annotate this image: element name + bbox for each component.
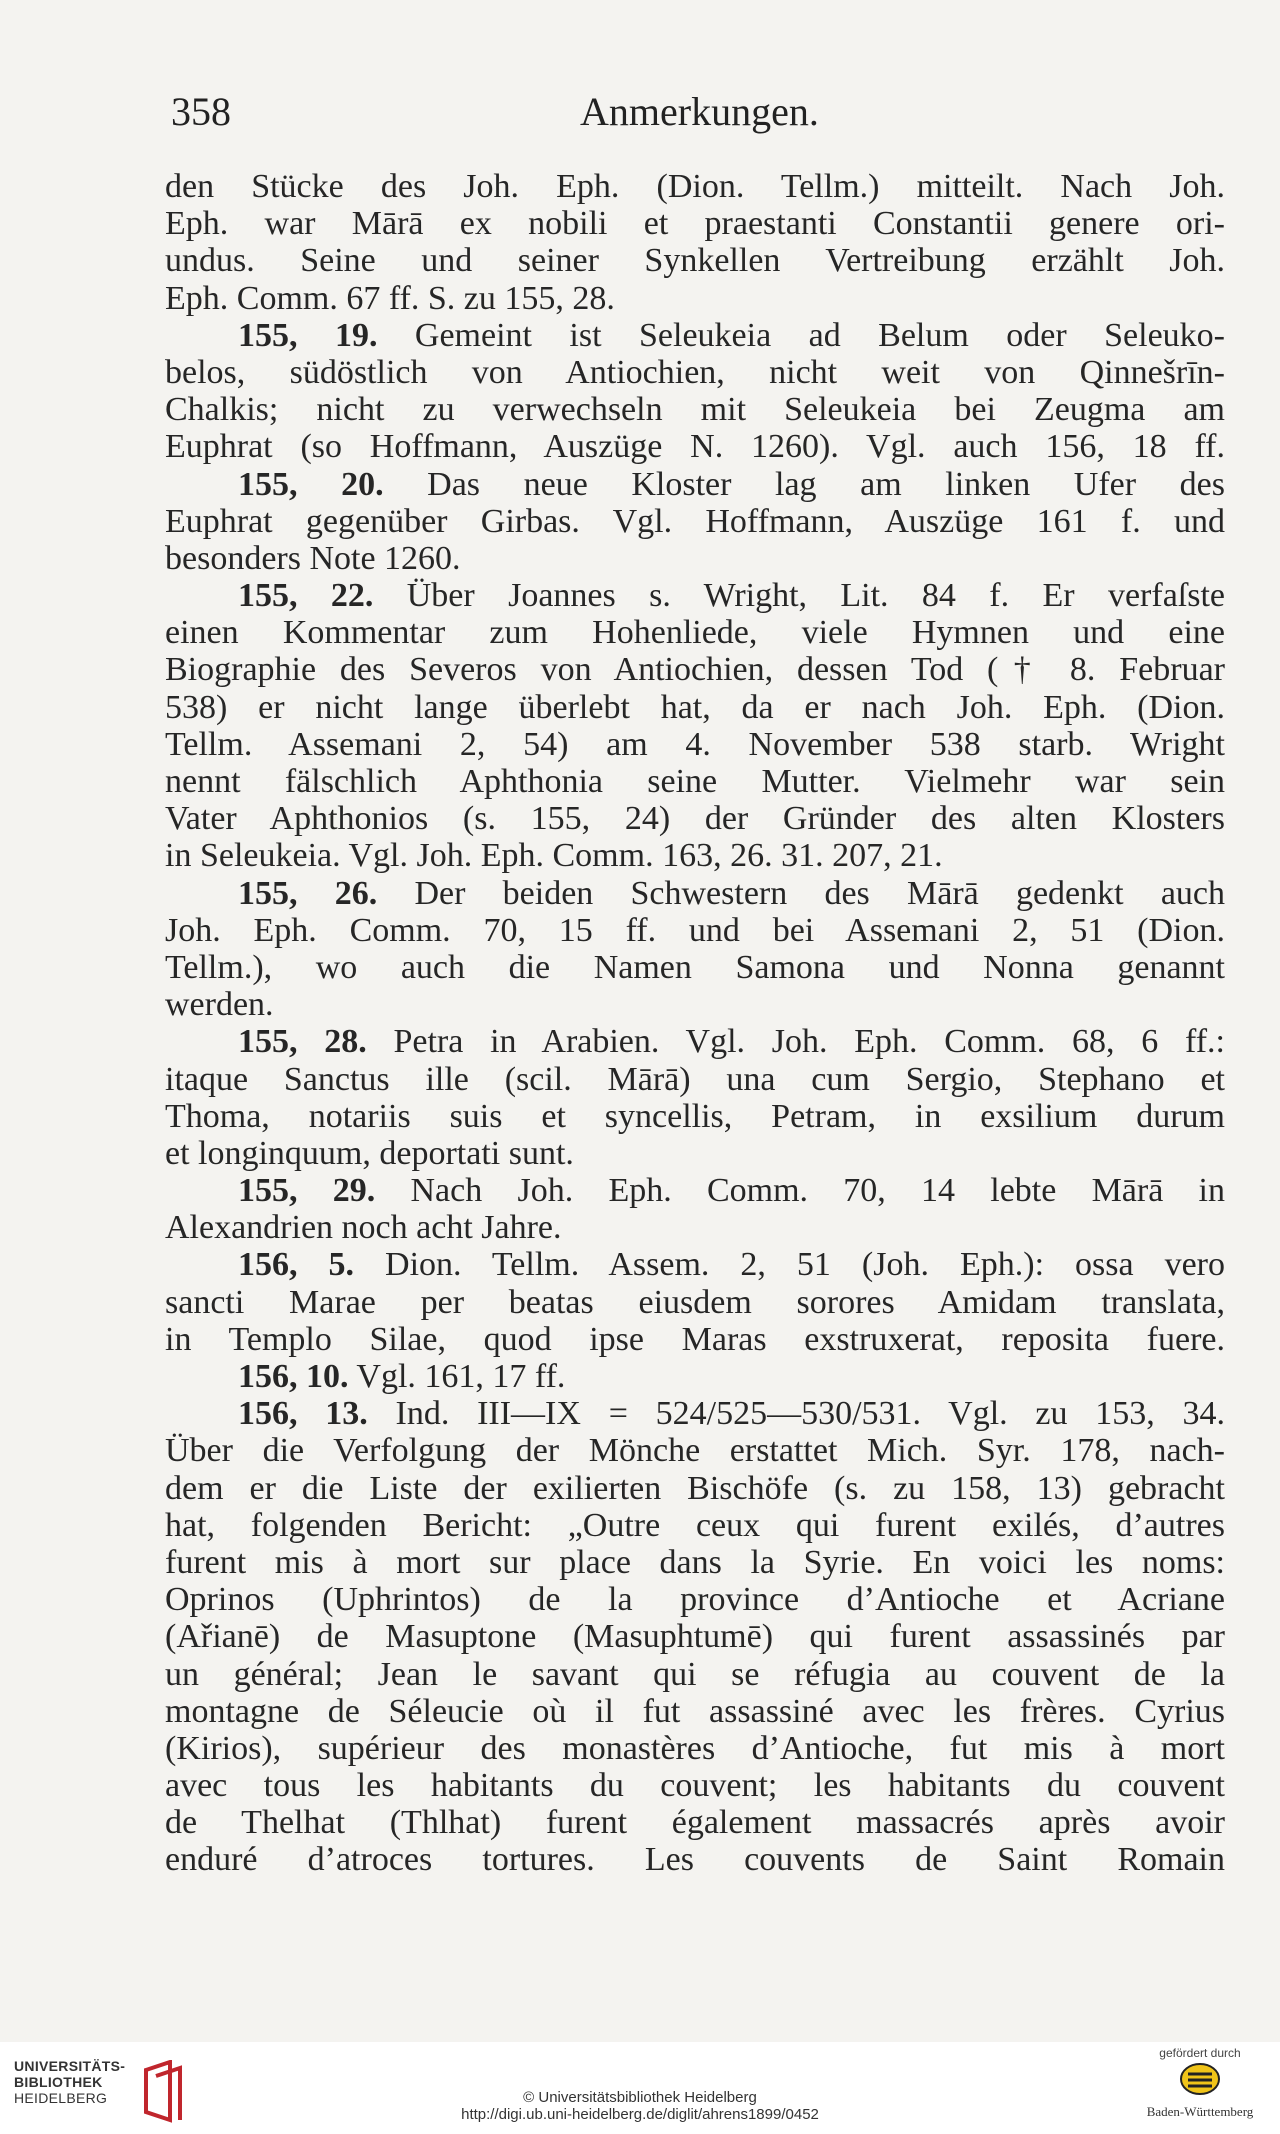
text-line bbox=[165, 168, 1225, 205]
note-reference: 156, 10. bbox=[238, 1358, 349, 1395]
logo-line-1: UNIVERSITÄTS- bbox=[14, 2058, 126, 2074]
text-segment: Über die Verfolgung der Mönche erstattet Mich. Syr. 178, nach- bbox=[165, 1432, 1225, 1470]
text-segment: Über Joannes s. Wright, Lit. 84 f. Er verfaſste bbox=[373, 577, 1225, 615]
text-line bbox=[165, 1358, 1225, 1395]
logo-line-3: HEIDELBERG bbox=[14, 2090, 108, 2106]
text-segment: Vgl. 161, 17 ff. bbox=[348, 1358, 566, 1395]
text-line bbox=[165, 949, 1225, 986]
text-segment: et longinquum, deportati sunt. bbox=[165, 1134, 574, 1172]
text-segment: 538) er nicht lange überlebt hat, da er nach Joh. Eph. (Dion. bbox=[165, 688, 1225, 726]
university-library-logo[interactable] bbox=[14, 2058, 184, 2128]
text-line bbox=[165, 1470, 1225, 1507]
text-segment: Das neue Kloster lag am linken Ufer des bbox=[383, 465, 1225, 503]
library-mark-icon bbox=[140, 2060, 188, 2126]
text-line bbox=[165, 875, 1225, 912]
page-header bbox=[165, 88, 1225, 138]
text-line bbox=[165, 800, 1225, 837]
text-segment: Euphrat gegenüber Girbas. Vgl. Hoffmann, Auszüge 161 f. und bbox=[165, 502, 1225, 540]
text-line bbox=[165, 1135, 1225, 1172]
text-segment: (Ařianē) de Masuptone (Masuphtumē) qui furent assassinés par bbox=[165, 1618, 1225, 1656]
text-line bbox=[165, 1061, 1225, 1098]
text-segment: Joh. Eph. Comm. 70, 15 ff. und bei Assemani 2, 51 (Dion. bbox=[165, 911, 1225, 949]
text-line bbox=[165, 1581, 1225, 1618]
text-segment: in Seleukeia. Vgl. Joh. Eph. Comm. 163, 26. 31. 207, 21. bbox=[165, 837, 943, 875]
text-line bbox=[165, 1730, 1225, 1767]
text-line bbox=[165, 1321, 1225, 1358]
note-reference: 156, 13. bbox=[238, 1395, 368, 1433]
text-segment: Vater Aphthonios (s. 155, 24) der Gründer des alten Klosters bbox=[165, 800, 1225, 838]
copyright-text: © Universitätsbibliothek Heidelberg bbox=[523, 2089, 757, 2106]
text-line bbox=[165, 1507, 1225, 1544]
text-segment: Biographie des Severos von Antiochien, dessen Tod († 8. Februar bbox=[165, 651, 1225, 689]
text-line bbox=[165, 540, 1225, 577]
text-line bbox=[165, 1656, 1225, 1693]
text-line bbox=[165, 1767, 1225, 1804]
page-number: 358 bbox=[171, 89, 231, 134]
text-segment: montagne de Séleucie où il fut assassiné avec les frères. Cyrius bbox=[165, 1692, 1225, 1730]
text-segment: un général; Jean le savant qui se réfugia au couvent de la bbox=[165, 1655, 1225, 1693]
text-line bbox=[165, 763, 1225, 800]
text-line bbox=[165, 912, 1225, 949]
text-segment: Gemeint ist Seleukeia ad Belum oder Seleuko- bbox=[377, 316, 1225, 354]
note-reference: 155, 20. bbox=[238, 465, 384, 503]
text-line bbox=[165, 689, 1225, 726]
text-segment: nennt fälschlich Aphthonia seine Mutter. Vielmehr war sein bbox=[165, 763, 1225, 800]
text-segment: Der beiden Schwestern des Mārā gedenkt auch bbox=[377, 874, 1226, 912]
text-line bbox=[165, 614, 1225, 651]
text-line bbox=[165, 1544, 1225, 1581]
note-reference: 155, 26. bbox=[238, 874, 378, 912]
footer-credit bbox=[340, 2089, 940, 2123]
text-line bbox=[165, 1209, 1225, 1246]
text-line bbox=[165, 1246, 1225, 1283]
text-line bbox=[165, 1395, 1225, 1432]
text-line bbox=[165, 577, 1225, 614]
note-reference: 155, 19. bbox=[238, 316, 378, 354]
text-line bbox=[165, 503, 1225, 540]
text-line bbox=[165, 986, 1225, 1023]
running-title: Anmerkungen. bbox=[580, 89, 819, 134]
text-line bbox=[165, 391, 1225, 428]
text-segment: Nach Joh. Eph. Comm. 70, 14 lebte Mārā in bbox=[375, 1172, 1226, 1210]
body-text bbox=[165, 168, 1225, 1879]
text-line bbox=[165, 1023, 1225, 1060]
text-segment: avec tous les habitants du couvent; les habitants du couvent bbox=[165, 1767, 1225, 1805]
text-line bbox=[165, 242, 1225, 279]
text-segment: Ind. III—IX = 524/525—530/531. Vgl. zu 153, 34. bbox=[367, 1395, 1226, 1433]
text-line bbox=[165, 1098, 1225, 1135]
sponsor-label: gefördert durch bbox=[1159, 2046, 1241, 2060]
text-segment: Petra in Arabien. Vgl. Joh. Eph. Comm. 68, 6 ff.: bbox=[366, 1023, 1226, 1061]
text-segment: sancti Marae per beatas eiusdem sorores Amidam translata, bbox=[165, 1283, 1225, 1321]
coat-of-arms-icon bbox=[1178, 2060, 1222, 2096]
text-segment: Euphrat (so Hoffmann, Auszüge N. 1260). Vgl. auch 156, 18 ff. bbox=[165, 428, 1225, 466]
text-segment: (Kirios), supérieur des monastères d’Antioche, fut mis à mort bbox=[165, 1729, 1225, 1767]
text-segment: einen Kommentar zum Hohenliede, viele Hymnen und eine bbox=[165, 614, 1225, 652]
note-reference: 155, 28. bbox=[238, 1023, 367, 1061]
text-segment: Eph. Comm. 67 ff. S. zu 155, 28. bbox=[165, 279, 615, 317]
permalink[interactable]: http://digi.ub.uni-heidelberg.de/diglit/ahrens1899/0452 bbox=[461, 2106, 819, 2123]
text-segment: Eph. war Mārā ex nobili et praestanti Constantii genere ori- bbox=[165, 205, 1225, 243]
text-line bbox=[165, 651, 1225, 688]
sponsor-block bbox=[1130, 2046, 1270, 2120]
text-segment: furent mis à mort sur place dans la Syrie. En voici les noms: bbox=[165, 1543, 1225, 1581]
text-segment: belos, südöstlich von Antiochien, nicht weit von Qinnešrīn- bbox=[165, 353, 1225, 391]
text-line bbox=[165, 1841, 1225, 1878]
text-segment: undus. Seine und seiner Synkellen Vertreibung erzählt Joh. bbox=[165, 242, 1225, 280]
text-segment: Alexandrien noch acht Jahre. bbox=[165, 1209, 562, 1247]
logo-line-2: BIBLIOTHEK bbox=[14, 2074, 103, 2090]
text-segment: dem er die Liste der exilierten Bischöfe (s. zu 158, 13) gebracht bbox=[165, 1469, 1225, 1507]
note-reference: 155, 29. bbox=[238, 1172, 376, 1210]
text-line bbox=[165, 428, 1225, 465]
text-segment: Thoma, notariis suis et syncellis, Petram, in exsilium durum bbox=[165, 1097, 1225, 1135]
text-line bbox=[165, 205, 1225, 242]
text-segment: Dion. Tellm. Assem. 2, 51 (Joh. Eph.): ossa vero bbox=[354, 1246, 1226, 1284]
text-line bbox=[165, 280, 1225, 317]
text-line bbox=[165, 354, 1225, 391]
text-segment: Oprinos (Uphrintos) de la province d’Antioche et Acriane bbox=[165, 1581, 1225, 1619]
text-line bbox=[165, 1432, 1225, 1469]
text-segment: itaque Sanctus ille (scil. Mārā) una cum Sergio, Stephano et bbox=[165, 1060, 1225, 1098]
text-line bbox=[165, 1693, 1225, 1730]
sponsor-name: Baden-Württemberg bbox=[1146, 2104, 1254, 2119]
text-segment: de Thelhat (Thlhat) furent également massacrés après avoir bbox=[165, 1804, 1225, 1842]
footer-bar bbox=[0, 2042, 1280, 2134]
text-line bbox=[165, 726, 1225, 763]
text-segment: in Templo Silae, quod ipse Maras exstruxerat, reposita fuere. bbox=[165, 1320, 1225, 1358]
text-line bbox=[165, 1172, 1225, 1209]
text-segment: Tellm.), wo auch die Namen Samona und Nonna genannt bbox=[165, 948, 1225, 986]
text-segment: Tellm. Assemani 2, 54) am 4. November 538 starb. Wright bbox=[165, 725, 1225, 763]
text-segment: werden. bbox=[165, 986, 274, 1024]
text-line bbox=[165, 1804, 1225, 1841]
text-segment: hat, folgenden Bericht: „Outre ceux qui furent exilés, d’autres bbox=[165, 1506, 1225, 1544]
text-segment: den Stücke des Joh. Eph. (Dion. Tellm.) mitteilt. Nach Joh. bbox=[165, 168, 1225, 205]
note-reference: 156, 5. bbox=[238, 1246, 355, 1284]
text-segment: Chalkis; nicht zu verwechseln mit Seleukeia bei Zeugma am bbox=[165, 391, 1225, 429]
text-segment: enduré d’atroces tortures. Les couvents de Saint Romain bbox=[165, 1841, 1225, 1879]
text-segment: besonders Note 1260. bbox=[165, 539, 461, 577]
text-line bbox=[165, 1284, 1225, 1321]
note-reference: 155, 22. bbox=[238, 577, 374, 615]
text-line bbox=[165, 1618, 1225, 1655]
text-line bbox=[165, 466, 1225, 503]
text-line bbox=[165, 317, 1225, 354]
text-line bbox=[165, 837, 1225, 874]
